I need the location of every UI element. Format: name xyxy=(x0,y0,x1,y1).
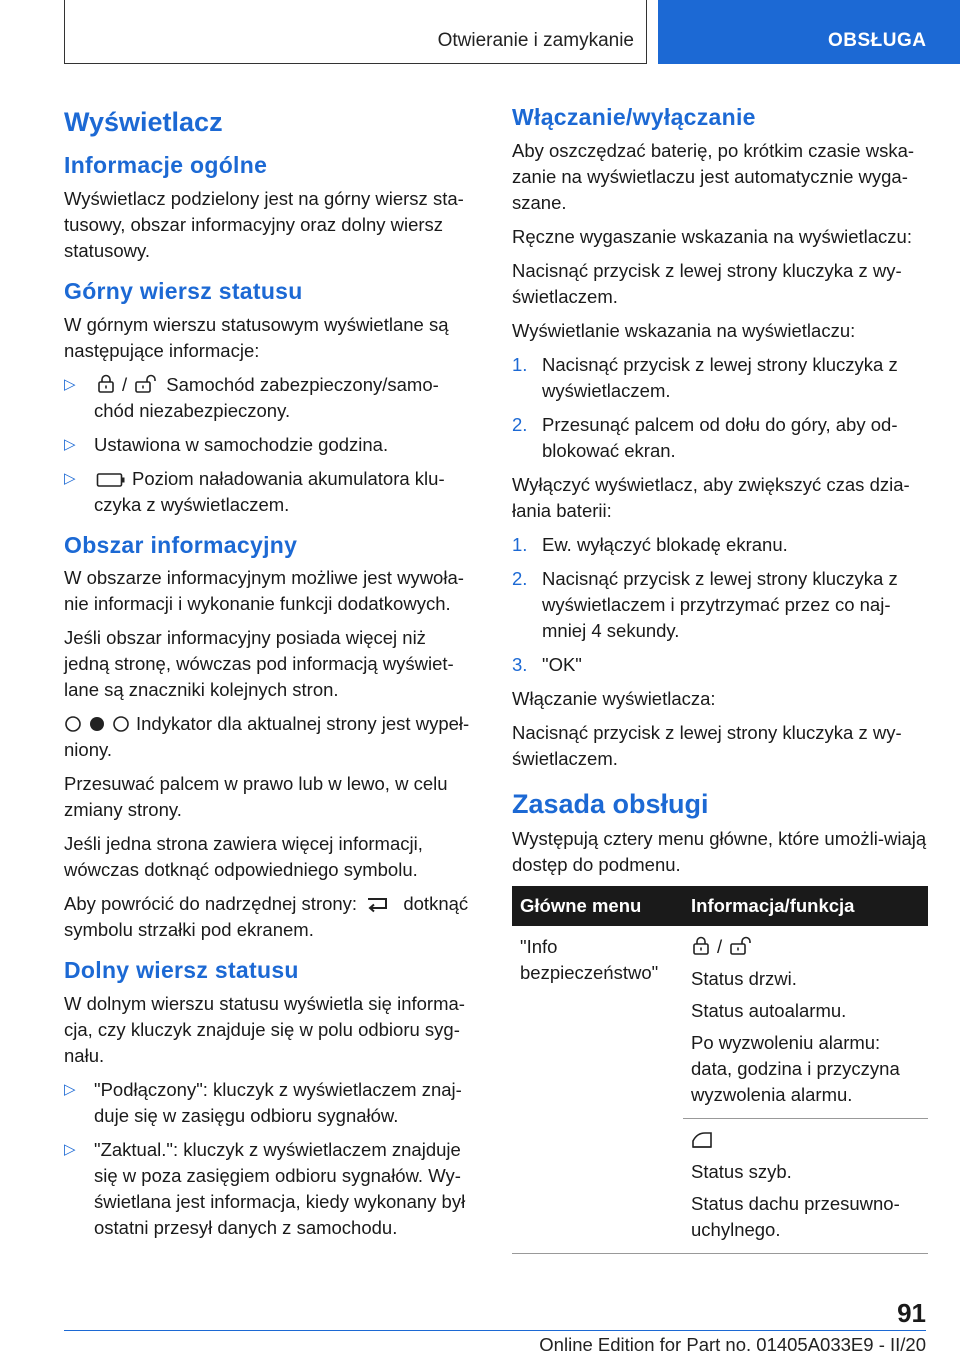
battery-icon xyxy=(96,472,126,488)
general-heading: Informacje ogólne xyxy=(64,152,268,179)
function-cell: Status szyb. Status dachu przesuwno-uchylnego. xyxy=(683,1118,928,1253)
on-off-text-1: Aby oszczędzać baterię, po krótkim czasie wska-zanie na wyświetlaczu jest automatycznie wyga-szane. xyxy=(512,139,915,213)
bullet-triangle-icon: ▷ xyxy=(64,1080,76,1098)
steps-show-list xyxy=(512,352,928,464)
chapter-title: Otwieranie i zamykanie xyxy=(437,30,634,51)
column-header-menu: Główne menu xyxy=(512,886,683,926)
column-header-function: Informacja/funkcja xyxy=(683,886,928,926)
list-item: ▷ Ustawiona w samochodzie godzina. xyxy=(64,432,476,458)
page-indicator-icon xyxy=(64,715,130,733)
page-number: 91 xyxy=(897,1298,926,1328)
header-frame xyxy=(64,0,647,64)
info-text-1: W obszarze informacyjnym możliwe jest wywoła-nie informacji i wykonanie funkcji dodatkowych. xyxy=(64,567,464,615)
list-item: 2. Nacisnąć przycisk z lewej strony kluczyka z wyświetlaczem i przytrzymać przez co naj-mniej 4 sekundy. xyxy=(512,567,898,641)
bullet-triangle-icon: ▷ xyxy=(64,375,76,393)
lock-closed-icon xyxy=(96,374,116,394)
on-off-text-3: Nacisnąć przycisk z lewej strony kluczyka z wy-świetlaczem. xyxy=(512,259,902,307)
on-off-text-5: Wyłączyć wyświetlacz, aby zwiększyć czas dzia-łania baterii: xyxy=(512,473,910,521)
table-header-row xyxy=(512,886,928,926)
on-off-text-7: Nacisnąć przycisk z lewej strony kluczyka z wy-świetlaczem. xyxy=(512,721,902,769)
bottom-status-list xyxy=(64,1077,476,1241)
on-off-text-6: Włączanie wyświetlacza: xyxy=(512,687,716,709)
top-status-list xyxy=(64,372,476,518)
function-cell: / Status drzwi. Status autoalarmu. Po wyzwoleniu alarmu: data, godzina i przyczyna wyzwolenia alarmu. xyxy=(683,926,928,1119)
menu-cell: "Info bezpieczeństwo" xyxy=(520,935,659,983)
list-item: 2. Przesunąć palcem od dołu do góry, aby od-blokować ekran. xyxy=(512,413,898,461)
steps-off-list xyxy=(512,532,928,678)
principle-heading: Zasada obsługi xyxy=(512,788,709,819)
info-text-6: Aby powrócić do nadrzędnej strony: dotknąć symbolu strzałki pod ekranem. xyxy=(64,893,469,941)
on-off-heading: Włączanie/wyłączanie xyxy=(512,104,756,130)
back-arrow-icon xyxy=(364,895,392,913)
list-item: 3. "OK" xyxy=(512,653,582,675)
info-area-heading: Obszar informacyjny xyxy=(64,531,298,558)
lock-open-icon xyxy=(729,936,755,956)
bullet-triangle-icon: ▷ xyxy=(64,1140,76,1158)
footer-divider xyxy=(64,1330,926,1331)
right-column xyxy=(512,100,928,1254)
list-item: 1. Ew. wyłączyć blokadę ekranu. xyxy=(512,533,788,555)
lock-open-icon xyxy=(134,374,160,394)
top-status-text: W górnym wierszu statusowym wyświetlane są następujące informacje: xyxy=(64,313,449,361)
info-text-4: Przesuwać palcem w prawo lub w lewo, w celu zmiany strony. xyxy=(64,773,448,821)
info-text-5: Jeśli jedna strona zawiera więcej informacji, wówczas dotknąć odpowiedniego symbolu. xyxy=(64,833,423,881)
bullet-triangle-icon: ▷ xyxy=(64,435,76,453)
list-item: ▷ Poziom naładowania akumulatora klu-czyka z wyświetlaczem. xyxy=(64,467,445,515)
list-item: ▷ "Podłączony": kluczyk z wyświetlaczem znaj-duje się w zasięgu odbioru sygnałów. xyxy=(64,1078,462,1126)
table-row xyxy=(512,1118,928,1253)
principle-text: Występują cztery menu główne, które umożli-wiają dostęp do podmenu. xyxy=(512,827,927,875)
general-text: Wyświetlacz podzielony jest na górny wiersz sta-tusowy, obszar informacyjny oraz dolny wiersz statusowy. xyxy=(64,187,464,261)
lock-closed-icon xyxy=(691,936,711,956)
on-off-text-2: Ręczne wygaszanie wskazania na wyświetlaczu: xyxy=(512,225,912,247)
on-off-text-4: Wyświetlanie wskazania na wyświetlaczu: xyxy=(512,319,856,341)
list-item: ▷ / Samochód zabezpieczony/samo-chód niezabezpieczony. xyxy=(64,373,439,421)
info-text-3: Indykator dla aktualnej strony jest wypeł-niony. xyxy=(64,713,470,761)
bottom-status-heading: Dolny wiersz statusu xyxy=(64,957,299,984)
main-menu-table xyxy=(512,886,928,1254)
info-text-2: Jeśli obszar informacyjny posiada więcej niż jedną stronę, wówczas pod informacją wyświet-lane są znaczniki kolejnych stron. xyxy=(64,627,454,701)
top-status-heading: Górny wiersz statusu xyxy=(64,277,303,304)
menu-cell xyxy=(512,1118,683,1253)
section-label: OBSŁUGA xyxy=(828,30,927,51)
window-icon xyxy=(691,1131,715,1149)
list-item: ▷ "Zaktual.": kluczyk z wyświetlaczem znajduje się w poza zasięgiem odbioru sygnałów. Wy-świetlana jest informacja, kiedy wykonany był ostatni przesył danych z samochodu. xyxy=(64,1138,466,1238)
edition-note: Online Edition for Part no. 01405A033E9 - II/20 xyxy=(539,1334,926,1355)
list-item: 1. Nacisnąć przycisk z lewej strony kluczyka z wyświetlaczem. xyxy=(512,353,898,401)
bullet-triangle-icon: ▷ xyxy=(64,469,76,487)
page-title: Wyświetlacz xyxy=(64,107,223,137)
section-tab xyxy=(658,0,960,64)
lock-slash: / xyxy=(122,373,128,395)
bottom-status-text: W dolnym wierszu statusu wyświetla się informa-cja, czy kluczyk znajduje się w polu odbioru syg-nału. xyxy=(64,992,465,1066)
table-row xyxy=(512,926,928,1119)
left-column xyxy=(64,100,476,1249)
